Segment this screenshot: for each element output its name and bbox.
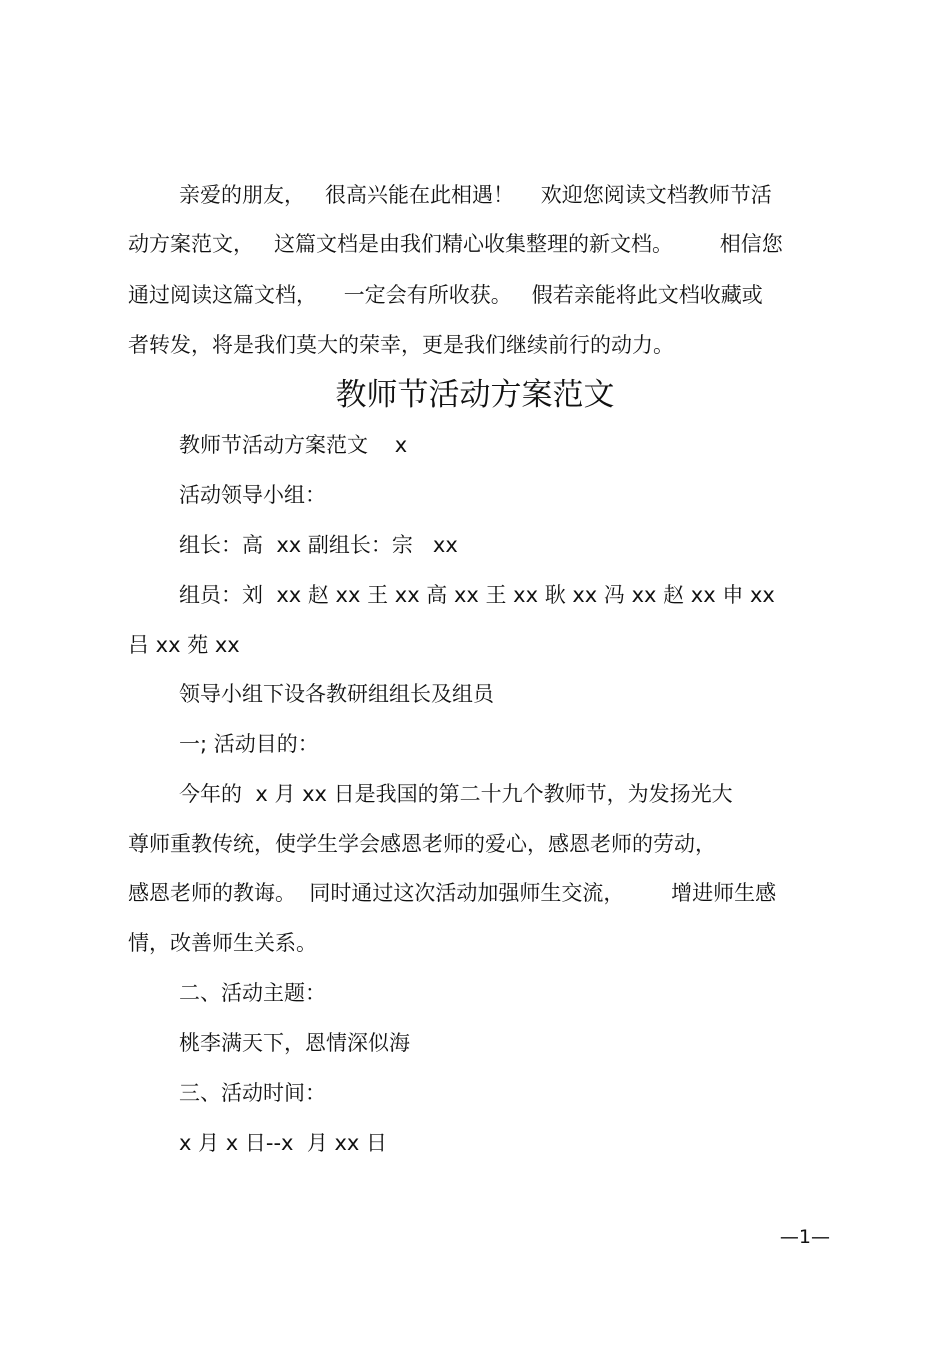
intro-line-3: 通过阅读这篇文档， 一定会有所收获。 假若亲能将此文档收藏或 bbox=[128, 283, 763, 307]
section-1-heading: 一; 活动目的： bbox=[179, 732, 319, 756]
section-2-heading: 二、活动主题： bbox=[179, 981, 326, 1005]
leader-group-heading: 活动领导小组： bbox=[179, 483, 326, 507]
intro-line-2: 动方案范文， 这篇文档是由我们精心收集整理的新文档。 相信您 bbox=[128, 232, 783, 256]
members-line-2: 吕 xx 苑 xx bbox=[128, 633, 240, 657]
members-line-1: 组员：刘 xx 赵 xx 王 xx 高 xx 王 xx 耿 xx 冯 xx 赵 xx 申 xx bbox=[179, 583, 775, 607]
section-1-paragraph-line-2: 尊师重教传统，使学生学会感恩老师的爱心，感恩老师的劳动， bbox=[128, 832, 716, 856]
leaders-line: 组长：高 xx 副组长：宗 xx bbox=[179, 533, 458, 557]
section-1-paragraph-line-3: 感恩老师的教诲。 同时通过这次活动加强师生交流， 增进师生感 bbox=[128, 881, 777, 905]
intro-line-4: 者转发，将是我们莫大的荣幸，更是我们继续前行的动力。 bbox=[128, 333, 674, 357]
section-3-heading: 三、活动时间： bbox=[179, 1081, 326, 1105]
section-1-paragraph-line-4: 情，改善师生关系。 bbox=[128, 931, 317, 955]
section-1-paragraph-line-1: 今年的 x 月 xx 日是我国的第二十九个教师节，为发扬光大 bbox=[179, 782, 733, 806]
subgroups-line: 领导小组下设各教研组组长及组员 bbox=[179, 682, 494, 706]
intro-line-1: 亲爱的朋友， 很高兴能在此相遇！ 欢迎您阅读文档教师节活 bbox=[179, 183, 772, 207]
section-3-text: x 月 x 日--x 月 xx 日 bbox=[179, 1131, 388, 1155]
section-2-text: 桃李满天下，恩情深似海 bbox=[179, 1031, 410, 1055]
document-title: 教师节活动方案范文 bbox=[335, 377, 615, 413]
subtitle-line: 教师节活动方案范文 x bbox=[179, 433, 408, 457]
page-number: —1— bbox=[779, 1226, 830, 1248]
